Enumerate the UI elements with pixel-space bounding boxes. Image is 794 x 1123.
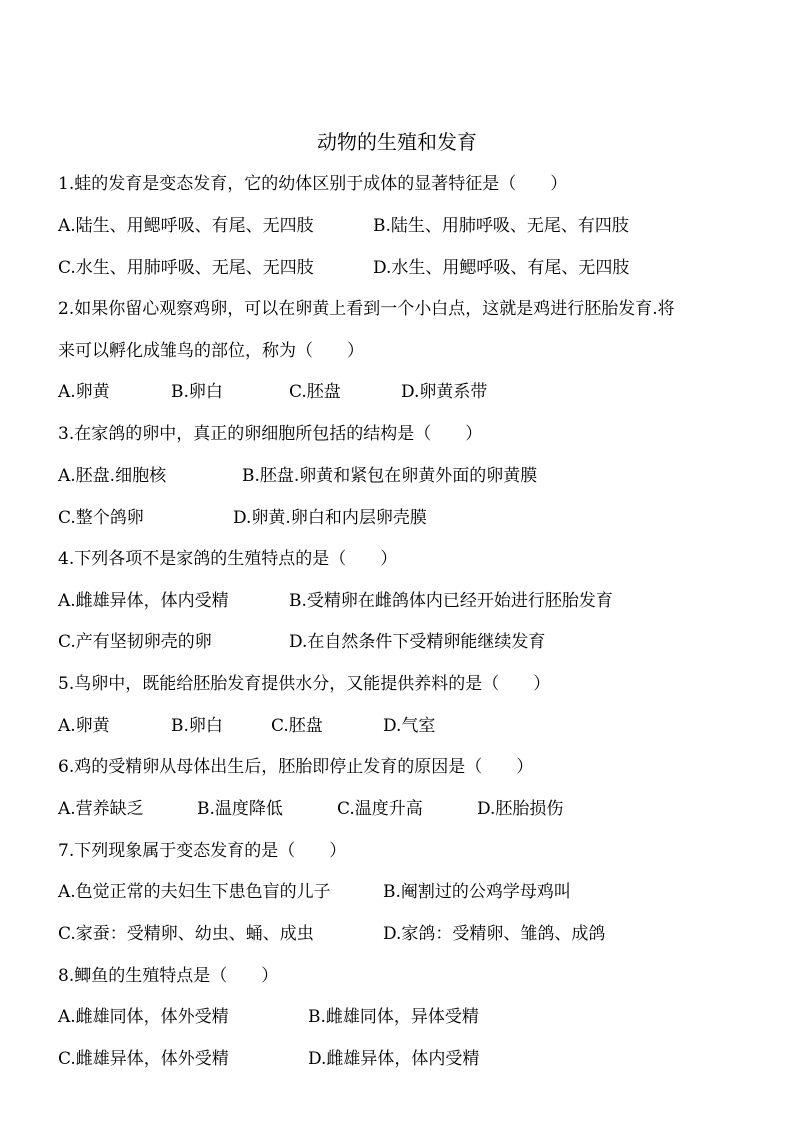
question-2-stem-line-2: 来可以孵化成雏鸟的部位，称为（ ） [58,341,364,361]
question-5-option-c: C.胚盘 [271,716,323,736]
question-8-option-c: C.雌雄异体，体外受精 [58,1049,229,1069]
question-2-stem-line-1: 2.如果你留心观察鸡卵，可以在卵黄上看到一个小白点，这就是鸡进行胚胎发育.将 [58,299,675,319]
question-1-option-a: A.陆生、用鳃呼吸、有尾、无四肢 [58,216,314,236]
question-7-option-b: B.阉割过的公鸡学母鸡叫 [383,882,571,902]
question-1-stem: 1.蛙的发育是变态发育，它的幼体区别于成体的显著特征是（ ） [58,174,568,194]
question-6-stem: 6.鸡的受精卵从母体出生后，胚胎即停止发育的原因是（ ） [58,757,534,777]
question-2-option-d: D.卵黄系带 [401,382,488,402]
question-6-option-b: B.温度降低 [197,799,283,819]
question-1-option-d: D.水生、用鳃呼吸、有尾、无四肢 [373,258,630,278]
question-3-option-b: B.胚盘.卵黄和紧包在卵黄外面的卵黄膜 [242,466,538,486]
question-1-option-b: B.陆生、用肺呼吸、无尾、有四肢 [373,216,629,236]
question-5-stem: 5.鸟卵中，既能给胚胎发育提供水分，又能提供养料的是（ ） [58,674,551,694]
question-7-option-c: C.家蚕：受精卵、幼虫、蛹、成虫 [58,924,314,944]
question-4-option-c: C.产有坚韧卵壳的卵 [58,632,212,652]
question-8-stem: 8.鲫鱼的生殖特点是（ ） [58,966,279,986]
question-7-option-a: A.色觉正常的夫妇生下患色盲的儿子 [58,882,331,902]
question-8-option-d: D.雌雄异体，体内受精 [308,1049,480,1069]
question-2-option-a: A.卵黄 [58,382,110,402]
question-3-option-d: D.卵黄.卵白和内层卵壳膜 [233,508,427,528]
question-8-option-b: B.雌雄同体，异体受精 [308,1007,479,1027]
question-2-option-c: C.胚盘 [289,382,341,402]
question-4-option-d: D.在自然条件下受精卵能继续发育 [289,632,546,652]
question-1-option-c: C.水生、用肺呼吸、无尾、无四肢 [58,258,314,278]
question-2-option-b: B.卵白 [171,382,223,402]
page-title: 动物的生殖和发育 [317,130,477,154]
question-3-option-a: A.胚盘.细胞核 [58,466,167,486]
question-3-stem: 3.在家鸽的卵中，真正的卵细胞所包括的结构是（ ） [58,424,483,444]
question-4-option-a: A.雌雄异体，体内受精 [58,591,229,611]
question-6-option-a: A.营养缺乏 [58,799,144,819]
question-5-option-d: D.气室 [383,716,436,736]
question-6-option-c: C.温度升高 [337,799,423,819]
question-8-option-a: A.雌雄同体，体外受精 [58,1007,229,1027]
question-5-option-a: A.卵黄 [58,716,110,736]
question-7-option-d: D.家鸽：受精卵、雏鸽、成鸽 [383,924,606,944]
question-6-option-d: D.胚胎损伤 [477,799,564,819]
question-3-option-c: C.整个鸽卵 [58,508,144,528]
question-5-option-b: B.卵白 [171,716,223,736]
question-4-option-b: B.受精卵在雌鸽体内已经开始进行胚胎发育 [289,591,613,611]
question-7-stem: 7.下列现象属于变态发育的是（ ） [58,841,347,861]
question-4-stem: 4.下列各项不是家鸽的生殖特点的是（ ） [58,549,398,569]
